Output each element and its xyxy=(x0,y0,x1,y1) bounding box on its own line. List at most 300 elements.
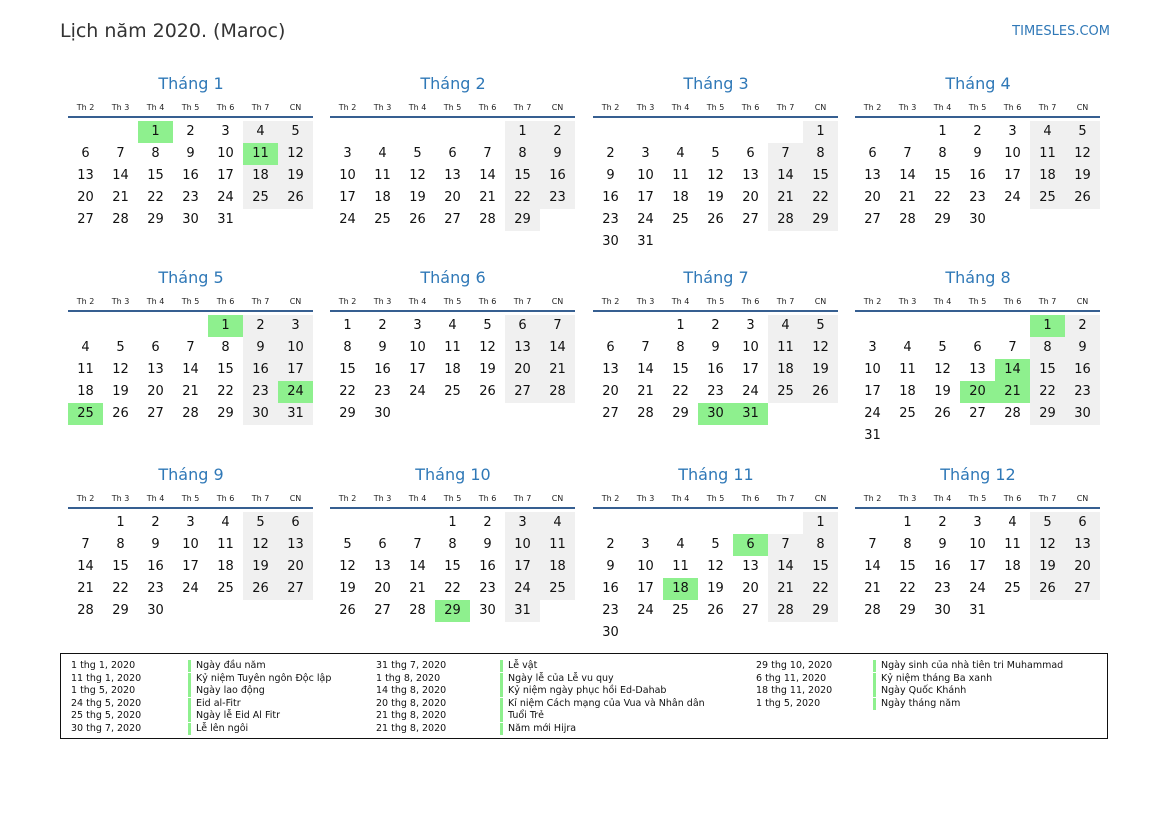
day-cell: 10 xyxy=(1004,146,1021,161)
day-cell: 16 xyxy=(969,168,986,183)
day-cell: 21 xyxy=(768,578,803,600)
day-cell: 6 xyxy=(278,512,313,534)
day-cell: 22 xyxy=(112,581,129,596)
day-cell: 4 xyxy=(378,146,387,161)
empty-cell xyxy=(698,121,733,143)
day-cell: 22 xyxy=(803,187,838,209)
holiday-day-cell: 1 xyxy=(1030,315,1065,337)
day-cell: 19 xyxy=(278,165,313,187)
day-cell: 11 xyxy=(1030,143,1065,165)
weekday-header xyxy=(855,492,1101,506)
day-cell: 11 xyxy=(77,362,94,377)
weekday-label: Th 3 xyxy=(373,494,392,503)
day-cell: 27 xyxy=(969,406,986,421)
month-block xyxy=(68,73,314,231)
day-cell: 28 xyxy=(540,381,575,403)
month-block xyxy=(593,267,839,425)
weekday-label: Th 7 xyxy=(1038,103,1057,112)
weekday-label: Th 7 xyxy=(776,103,795,112)
day-cell: 16 xyxy=(147,559,164,574)
day-cell: 15 xyxy=(339,362,356,377)
legend-row xyxy=(71,723,371,736)
holiday-name: Tuổi Trẻ xyxy=(500,710,544,722)
weekday-label: Th 6 xyxy=(1003,494,1022,503)
day-cell: 19 xyxy=(1065,165,1100,187)
day-cell: 20 xyxy=(864,190,881,205)
empty-cell xyxy=(103,315,138,337)
day-cell: 24 xyxy=(505,578,540,600)
month-name: Tháng 6 xyxy=(420,268,486,287)
day-cell: 5 xyxy=(711,537,720,552)
day-cell: 16 xyxy=(602,190,619,205)
day-cell: 28 xyxy=(768,600,803,622)
weekday-label: Th 5 xyxy=(706,494,725,503)
month-block xyxy=(855,464,1101,622)
day-cell: 30 xyxy=(602,234,619,249)
day-cell: 27 xyxy=(864,212,881,227)
weekday-label: Th 3 xyxy=(111,494,130,503)
weekday-label: Th 5 xyxy=(968,297,987,306)
day-cell: 28 xyxy=(409,603,426,618)
weekday-label: Th 4 xyxy=(146,103,165,112)
day-grid xyxy=(330,121,576,231)
weekday-label: Th 4 xyxy=(146,494,165,503)
day-cell: 2 xyxy=(540,121,575,143)
empty-cell xyxy=(593,121,628,143)
weekday-header xyxy=(855,101,1101,115)
day-cell: 30 xyxy=(479,603,496,618)
day-cell: 9 xyxy=(186,146,195,161)
day-cell: 18 xyxy=(243,165,278,187)
day-cell: 8 xyxy=(803,143,838,165)
legend-row xyxy=(376,660,746,673)
day-cell: 16 xyxy=(243,359,278,381)
day-cell: 14 xyxy=(409,559,426,574)
day-cell: 25 xyxy=(899,406,916,421)
holiday-date: 29 thg 10, 2020 xyxy=(756,660,833,671)
day-cell: 25 xyxy=(540,578,575,600)
day-cell: 1 xyxy=(803,121,838,143)
day-cell: 29 xyxy=(112,603,129,618)
legend-row xyxy=(71,660,371,673)
weekday-label: Th 7 xyxy=(776,494,795,503)
weekday-label: CN xyxy=(551,494,564,503)
empty-cell xyxy=(173,315,208,337)
holiday-day-cell: 30 xyxy=(698,403,733,425)
day-cell: 10 xyxy=(637,168,654,183)
day-cell: 13 xyxy=(505,337,540,359)
month-block xyxy=(330,464,576,622)
empty-cell xyxy=(400,121,435,143)
day-cell: 22 xyxy=(505,187,540,209)
day-cell: 8 xyxy=(938,146,947,161)
day-cell: 17 xyxy=(217,168,234,183)
day-cell: 2 xyxy=(938,515,947,530)
weekday-label: Th 3 xyxy=(373,103,392,112)
day-grid xyxy=(330,512,576,622)
day-cell: 19 xyxy=(479,362,496,377)
day-cell: 14 xyxy=(182,362,199,377)
day-cell: 18 xyxy=(1004,559,1021,574)
day-cell: 15 xyxy=(505,165,540,187)
day-cell: 19 xyxy=(934,384,951,399)
empty-cell xyxy=(890,315,925,337)
month-block xyxy=(855,267,1101,447)
day-cell: 14 xyxy=(540,337,575,359)
day-cell: 20 xyxy=(1065,556,1100,578)
weekday-label: Th 4 xyxy=(933,494,952,503)
day-cell: 15 xyxy=(803,556,838,578)
day-cell: 16 xyxy=(374,362,391,377)
day-cell: 7 xyxy=(768,534,803,556)
day-cell: 23 xyxy=(243,381,278,403)
holiday-date: 25 thg 5, 2020 xyxy=(71,710,142,721)
day-cell: 3 xyxy=(221,124,230,139)
month-block xyxy=(593,464,839,644)
day-cell: 11 xyxy=(899,362,916,377)
holiday-day-cell: 18 xyxy=(663,578,698,600)
day-cell: 5 xyxy=(1030,512,1065,534)
weekday-label: Th 3 xyxy=(898,494,917,503)
day-cell: 2 xyxy=(378,318,387,333)
legend-column-2 xyxy=(376,660,746,735)
day-cell: 16 xyxy=(540,165,575,187)
legend-row xyxy=(376,685,746,698)
holiday-date: 20 thg 8, 2020 xyxy=(376,697,447,709)
day-cell: 4 xyxy=(540,512,575,534)
day-cell: 29 xyxy=(672,406,689,421)
day-cell: 15 xyxy=(217,362,234,377)
weekday-label: CN xyxy=(814,494,827,503)
day-cell: 4 xyxy=(448,318,457,333)
day-cell: 17 xyxy=(864,384,881,399)
weekday-label: Th 6 xyxy=(216,103,235,112)
day-cell: 5 xyxy=(1065,121,1100,143)
weekday-label: Th 3 xyxy=(636,103,655,112)
empty-cell xyxy=(365,512,400,534)
legend-row xyxy=(376,723,746,736)
holiday-name: Năm mới Hijra xyxy=(500,723,576,735)
day-cell: 18 xyxy=(899,384,916,399)
month-name: Tháng 7 xyxy=(683,268,749,287)
month-name: Tháng 2 xyxy=(420,74,486,93)
day-cell: 29 xyxy=(899,603,916,618)
empty-cell xyxy=(68,512,103,534)
day-cell: 28 xyxy=(77,603,94,618)
weekday-label: Th 3 xyxy=(111,103,130,112)
holiday-name: Ngày đầu năm xyxy=(188,660,266,672)
day-cell: 10 xyxy=(182,537,199,552)
weekday-label: Th 2 xyxy=(76,297,95,306)
day-cell: 10 xyxy=(217,146,234,161)
day-cell: 4 xyxy=(221,515,230,530)
day-cell: 27 xyxy=(444,212,461,227)
day-cell: 27 xyxy=(374,603,391,618)
empty-cell xyxy=(365,121,400,143)
day-cell: 13 xyxy=(864,168,881,183)
day-cell: 3 xyxy=(505,512,540,534)
holiday-name: Ngày lao động xyxy=(188,685,265,697)
day-cell: 5 xyxy=(711,146,720,161)
day-cell: 7 xyxy=(540,315,575,337)
weekday-label: Th 6 xyxy=(1003,103,1022,112)
day-cell: 23 xyxy=(147,581,164,596)
month-divider xyxy=(593,507,838,509)
day-cell: 15 xyxy=(672,362,689,377)
day-cell: 7 xyxy=(641,340,650,355)
day-cell: 17 xyxy=(637,581,654,596)
day-cell: 21 xyxy=(540,359,575,381)
day-cell: 8 xyxy=(343,340,352,355)
day-cell: 18 xyxy=(768,359,803,381)
day-cell: 25 xyxy=(768,381,803,403)
holiday-date: 6 thg 11, 2020 xyxy=(756,672,827,684)
day-cell: 8 xyxy=(676,340,685,355)
day-cell: 31 xyxy=(278,403,313,425)
day-cell: 13 xyxy=(969,362,986,377)
day-cell: 8 xyxy=(116,537,125,552)
day-cell: 11 xyxy=(672,559,689,574)
day-cell: 19 xyxy=(112,384,129,399)
day-grid xyxy=(593,121,839,253)
holiday-name: Lễ vật xyxy=(500,660,537,672)
weekday-label: Th 4 xyxy=(408,297,427,306)
day-cell: 11 xyxy=(540,534,575,556)
day-cell: 5 xyxy=(243,512,278,534)
weekday-label: Th 5 xyxy=(706,297,725,306)
day-cell: 2 xyxy=(973,124,982,139)
day-cell: 16 xyxy=(1065,359,1100,381)
day-cell: 11 xyxy=(768,337,803,359)
month-divider xyxy=(68,116,313,118)
day-cell: 27 xyxy=(147,406,164,421)
day-cell: 3 xyxy=(343,146,352,161)
holiday-date: 1 thg 1, 2020 xyxy=(71,660,136,671)
holiday-day-cell: 25 xyxy=(68,403,103,425)
day-cell: 11 xyxy=(672,168,689,183)
day-cell: 31 xyxy=(505,600,540,622)
weekday-label: Th 4 xyxy=(933,297,952,306)
day-cell: 18 xyxy=(1030,165,1065,187)
day-cell: 14 xyxy=(768,165,803,187)
day-cell: 16 xyxy=(479,559,496,574)
site-link[interactable]: TIMESLES.COM xyxy=(1012,24,1110,39)
day-cell: 5 xyxy=(803,315,838,337)
empty-cell xyxy=(925,315,960,337)
day-cell: 21 xyxy=(182,384,199,399)
month-name: Tháng 11 xyxy=(678,465,754,484)
day-cell: 2 xyxy=(606,146,615,161)
weekday-label: CN xyxy=(551,297,564,306)
day-grid xyxy=(68,121,314,231)
day-cell: 22 xyxy=(934,190,951,205)
day-cell: 27 xyxy=(1065,578,1100,600)
day-cell: 31 xyxy=(969,603,986,618)
day-cell: 12 xyxy=(707,168,724,183)
day-cell: 6 xyxy=(1065,512,1100,534)
day-cell: 10 xyxy=(339,168,356,183)
month-divider xyxy=(330,116,575,118)
day-cell: 12 xyxy=(243,534,278,556)
page-title: Lịch năm 2020. (Maroc) xyxy=(60,20,286,42)
day-cell: 1 xyxy=(676,318,685,333)
day-cell: 24 xyxy=(742,384,759,399)
day-cell: 6 xyxy=(151,340,160,355)
weekday-label: Th 4 xyxy=(146,297,165,306)
day-cell: 1 xyxy=(903,515,912,530)
day-cell: 15 xyxy=(934,168,951,183)
day-cell: 5 xyxy=(116,340,125,355)
day-cell: 19 xyxy=(409,190,426,205)
holiday-name: Kỷ niệm tháng Ba xanh xyxy=(873,673,992,685)
month-divider xyxy=(330,507,575,509)
day-cell: 18 xyxy=(444,362,461,377)
month-divider xyxy=(330,310,575,312)
day-cell: 19 xyxy=(803,359,838,381)
weekday-label: Th 4 xyxy=(671,494,690,503)
day-cell: 24 xyxy=(1004,190,1021,205)
day-cell: 9 xyxy=(711,340,720,355)
empty-cell xyxy=(330,121,365,143)
empty-cell xyxy=(995,315,1030,337)
day-cell: 3 xyxy=(868,340,877,355)
empty-cell xyxy=(855,121,890,143)
holiday-date: 1 thg 5, 2020 xyxy=(71,685,136,696)
day-cell: 17 xyxy=(339,190,356,205)
day-cell: 14 xyxy=(637,362,654,377)
weekday-label: Th 2 xyxy=(76,494,95,503)
empty-cell xyxy=(435,121,470,143)
day-cell: 6 xyxy=(378,537,387,552)
day-cell: 4 xyxy=(676,537,685,552)
day-cell: 18 xyxy=(77,384,94,399)
holiday-day-cell: 1 xyxy=(208,315,243,337)
weekday-label: Th 7 xyxy=(251,103,270,112)
day-cell: 17 xyxy=(409,362,426,377)
weekday-label: CN xyxy=(1076,297,1089,306)
day-grid xyxy=(593,512,839,644)
weekday-label: Th 3 xyxy=(636,297,655,306)
day-cell: 19 xyxy=(707,190,724,205)
weekday-label: Th 3 xyxy=(898,103,917,112)
empty-cell xyxy=(855,512,890,534)
day-cell: 4 xyxy=(903,340,912,355)
month-divider xyxy=(593,310,838,312)
month-name: Tháng 4 xyxy=(945,74,1011,93)
holiday-day-cell: 24 xyxy=(278,381,313,403)
weekday-label: Th 7 xyxy=(251,494,270,503)
month-block xyxy=(68,267,314,425)
day-cell: 22 xyxy=(339,384,356,399)
empty-cell xyxy=(470,121,505,143)
day-cell: 27 xyxy=(505,381,540,403)
day-cell: 26 xyxy=(707,212,724,227)
day-cell: 29 xyxy=(339,406,356,421)
month-name: Tháng 9 xyxy=(158,465,224,484)
day-cell: 12 xyxy=(803,337,838,359)
weekday-label: Th 4 xyxy=(671,103,690,112)
holiday-day-cell: 31 xyxy=(733,403,768,425)
day-cell: 10 xyxy=(505,534,540,556)
day-cell: 2 xyxy=(1065,315,1100,337)
day-cell: 8 xyxy=(448,537,457,552)
day-cell: 25 xyxy=(444,384,461,399)
empty-cell xyxy=(768,512,803,534)
day-cell: 30 xyxy=(934,603,951,618)
day-cell: 9 xyxy=(378,340,387,355)
weekday-label: Th 7 xyxy=(251,297,270,306)
day-cell: 6 xyxy=(448,146,457,161)
day-cell: 4 xyxy=(81,340,90,355)
day-cell: 7 xyxy=(413,537,422,552)
day-cell: 20 xyxy=(77,190,94,205)
day-cell: 14 xyxy=(479,168,496,183)
day-cell: 23 xyxy=(707,384,724,399)
day-cell: 7 xyxy=(186,340,195,355)
weekday-label: Th 2 xyxy=(338,103,357,112)
holiday-day-cell: 6 xyxy=(733,534,768,556)
day-cell: 6 xyxy=(606,340,615,355)
holiday-date: 21 thg 8, 2020 xyxy=(376,722,447,734)
day-cell: 15 xyxy=(147,168,164,183)
month-divider xyxy=(855,507,1100,509)
day-cell: 2 xyxy=(151,515,160,530)
day-cell: 17 xyxy=(278,359,313,381)
day-cell: 12 xyxy=(934,362,951,377)
weekday-label: Th 6 xyxy=(478,103,497,112)
day-cell: 26 xyxy=(409,212,426,227)
month-name: Tháng 8 xyxy=(945,268,1011,287)
weekday-label: Th 6 xyxy=(741,297,760,306)
day-cell: 3 xyxy=(1008,124,1017,139)
day-cell: 13 xyxy=(77,168,94,183)
day-cell: 21 xyxy=(479,190,496,205)
day-cell: 2 xyxy=(711,318,720,333)
weekday-header xyxy=(593,295,839,309)
day-cell: 28 xyxy=(1004,406,1021,421)
day-cell: 11 xyxy=(444,340,461,355)
day-cell: 27 xyxy=(742,603,759,618)
weekday-label: CN xyxy=(814,297,827,306)
day-cell: 17 xyxy=(637,190,654,205)
holiday-day-cell: 20 xyxy=(960,381,995,403)
day-cell: 30 xyxy=(1065,403,1100,425)
weekday-label: CN xyxy=(289,297,302,306)
month-name: Tháng 5 xyxy=(158,268,224,287)
day-cell: 19 xyxy=(339,581,356,596)
weekday-label: Th 2 xyxy=(601,103,620,112)
day-cell: 9 xyxy=(483,537,492,552)
day-cell: 31 xyxy=(864,428,881,443)
legend-row xyxy=(376,710,746,723)
day-cell: 15 xyxy=(112,559,129,574)
weekday-header xyxy=(330,492,576,506)
empty-cell xyxy=(768,121,803,143)
day-cell: 20 xyxy=(505,359,540,381)
day-cell: 22 xyxy=(217,384,234,399)
weekday-label: Th 5 xyxy=(443,103,462,112)
day-cell: 20 xyxy=(278,556,313,578)
day-cell: 6 xyxy=(973,340,982,355)
weekday-label: Th 6 xyxy=(478,494,497,503)
empty-cell xyxy=(628,315,663,337)
weekday-label: Th 6 xyxy=(741,494,760,503)
day-cell: 3 xyxy=(641,537,650,552)
month-divider xyxy=(855,116,1100,118)
day-cell: 1 xyxy=(448,515,457,530)
weekday-label: Th 5 xyxy=(443,494,462,503)
day-cell: 22 xyxy=(899,581,916,596)
